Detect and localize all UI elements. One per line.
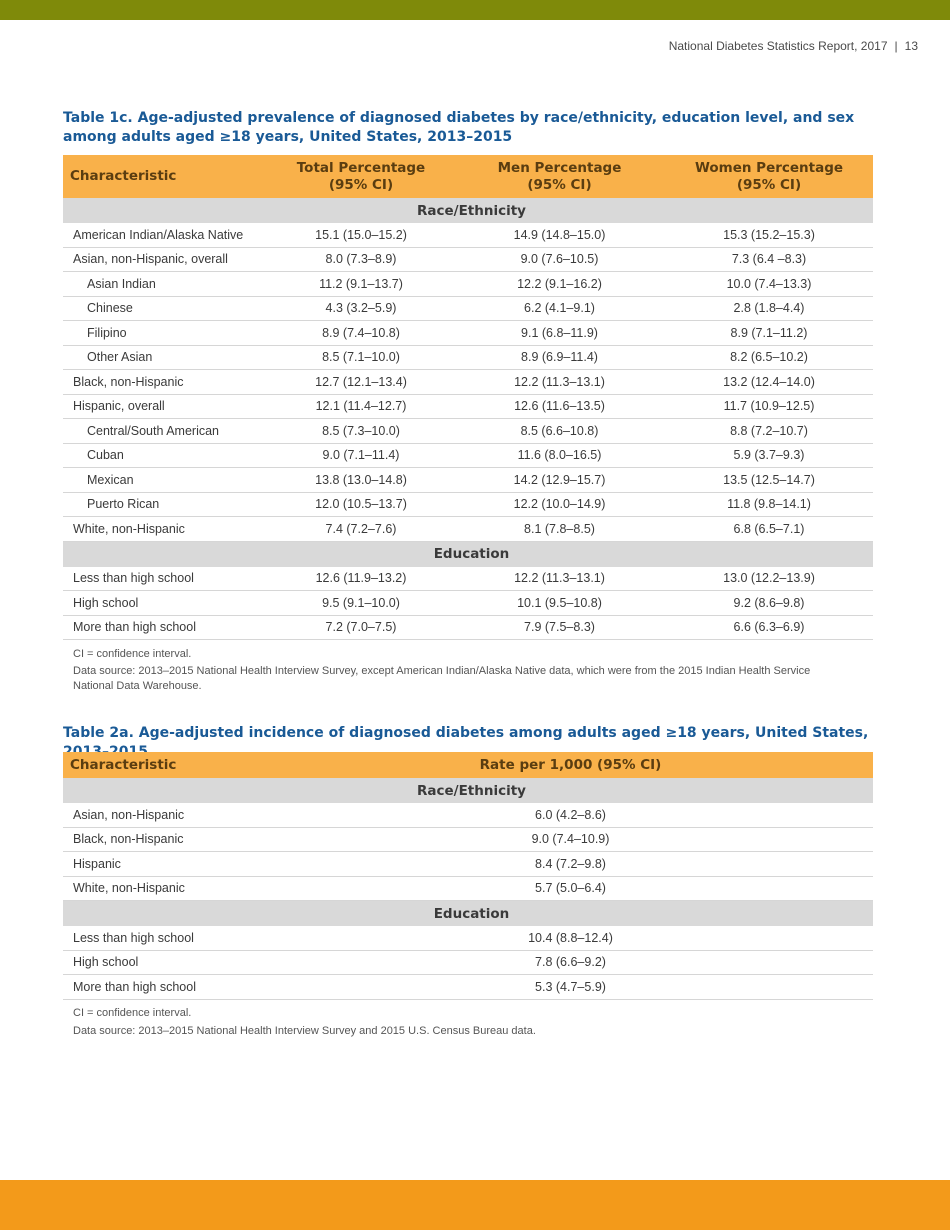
table-row: Hispanic 8.4 (7.2–9.8): [63, 852, 873, 877]
bottom-accent-bar: [0, 1180, 950, 1230]
table-row: American Indian/Alaska Native 15.1 (15.0–15.2) 14.9 (14.8–15.0) 15.3 (15.2–15.3): [63, 223, 873, 247]
table-row: Central/South American 8.5 (7.3–10.0) 8.5 (6.6–10.8) 8.8 (7.2–10.7): [63, 419, 873, 444]
table-row: White, non-Hispanic 5.7 (5.0–6.4): [63, 876, 873, 901]
col-rate: Rate per 1,000 (95% CI): [268, 752, 873, 778]
table-2a: [63, 752, 873, 1000]
table-row: More than high school 7.2 (7.0–7.5) 7.9 (7.5–8.3) 6.6 (6.3–6.9): [63, 615, 873, 640]
table-row: Asian, non-Hispanic 6.0 (4.2–8.6): [63, 803, 873, 827]
table-1c: [63, 155, 873, 640]
section-row-race-ethnicity: Race/Ethnicity: [63, 778, 873, 803]
table-row: Less than high school 10.4 (8.8–12.4): [63, 926, 873, 950]
table-2a-title: Table 2a. Age-adjusted incidence of diagnosed diabetes among adults aged ≥18 years, United States,: [63, 725, 869, 741]
section-row-education: Education: [63, 901, 873, 927]
col-characteristic: Characteristic: [63, 155, 268, 198]
table-row: Filipino 8.9 (7.4–10.8) 9.1 (6.8–11.9) 8.9 (7.1–11.2): [63, 321, 873, 346]
table-2a-note-ci: CI = confidence interval.: [73, 1007, 192, 1019]
header-separator: |: [894, 39, 898, 53]
col-characteristic: Characteristic: [63, 752, 268, 778]
report-title: National Diabetes Statistics Report, 2017: [668, 39, 888, 53]
table-row: White, non-Hispanic 7.4 (7.2–7.6) 8.1 (7.8–8.5) 6.8 (6.5–7.1): [63, 517, 873, 542]
table-row: Less than high school 12.6 (11.9–13.2) 12.2 (11.3–13.1) 13.0 (12.2–13.9): [63, 567, 873, 591]
table-row: Mexican 13.8 (13.0–14.8) 14.2 (12.9–15.7) 13.5 (12.5–14.7): [63, 468, 873, 493]
running-header: [669, 39, 918, 53]
table-row: Hispanic, overall 12.1 (11.4–12.7) 12.6 (11.6–13.5) 11.7 (10.9–12.5): [63, 394, 873, 419]
table-row: More than high school 5.3 (4.7–5.9): [63, 975, 873, 1000]
table-1c-header-row: [63, 155, 873, 198]
table-row: Other Asian 8.5 (7.1–10.0) 8.9 (6.9–11.4) 8.2 (6.5–10.2): [63, 345, 873, 370]
table-row: Black, non-Hispanic 9.0 (7.4–10.9): [63, 827, 873, 852]
section-row-race-ethnicity: Race/Ethnicity: [63, 198, 873, 223]
top-accent-bar: [0, 0, 950, 20]
table-row: Chinese 4.3 (3.2–5.9) 6.2 (4.1–9.1) 2.8 (1.8–4.4): [63, 296, 873, 321]
table-row: High school 9.5 (9.1–10.0) 10.1 (9.5–10.8) 9.2 (8.6–9.8): [63, 591, 873, 616]
table-row: Cuban 9.0 (7.1–11.4) 11.6 (8.0–16.5) 5.9 (3.7–9.3): [63, 443, 873, 468]
table-1c-note-source: Data source: 2013–2015 National Health Interview Survey, except American Indian/Alaska Native data, which were from the 2015 Indian Health Service National Data Warehouse.: [73, 665, 811, 692]
table-row: Asian, non-Hispanic, overall 8.0 (7.3–8.9) 9.0 (7.6–10.5) 7.3 (6.4 –8.3): [63, 247, 873, 272]
page-number: 13: [904, 39, 918, 53]
col-women: Women Percentage (95% CI): [665, 155, 873, 198]
table-row: Black, non-Hispanic 12.7 (12.1–13.4) 12.2 (11.3–13.1) 13.2 (12.4–14.0): [63, 370, 873, 395]
table-row: Puerto Rican 12.0 (10.5–13.7) 12.2 (10.0–14.9) 11.8 (9.8–14.1): [63, 492, 873, 517]
table-row: High school 7.8 (6.6–9.2): [63, 950, 873, 975]
section-row-education: Education: [63, 541, 873, 567]
table-1c-note-ci: CI = confidence interval.: [73, 648, 192, 660]
col-total: Total Percentage (95% CI): [268, 155, 454, 198]
table-1c-title: Table 1c. Age-adjusted prevalence of diagnosed diabetes by race/ethnicity, education level, and sex among adults aged ≥18 years, United States, 2013–2015: [63, 110, 855, 145]
col-men: Men Percentage (95% CI): [454, 155, 665, 198]
table-row: Asian Indian 11.2 (9.1–13.7) 12.2 (9.1–16.2) 10.0 (7.4–13.3): [63, 272, 873, 297]
table-2a-note-source: Data source: 2013–2015 National Health Interview Survey and 2015 U.S. Census Bureau data.: [73, 1025, 536, 1037]
table-2a-header-row: [63, 752, 873, 778]
